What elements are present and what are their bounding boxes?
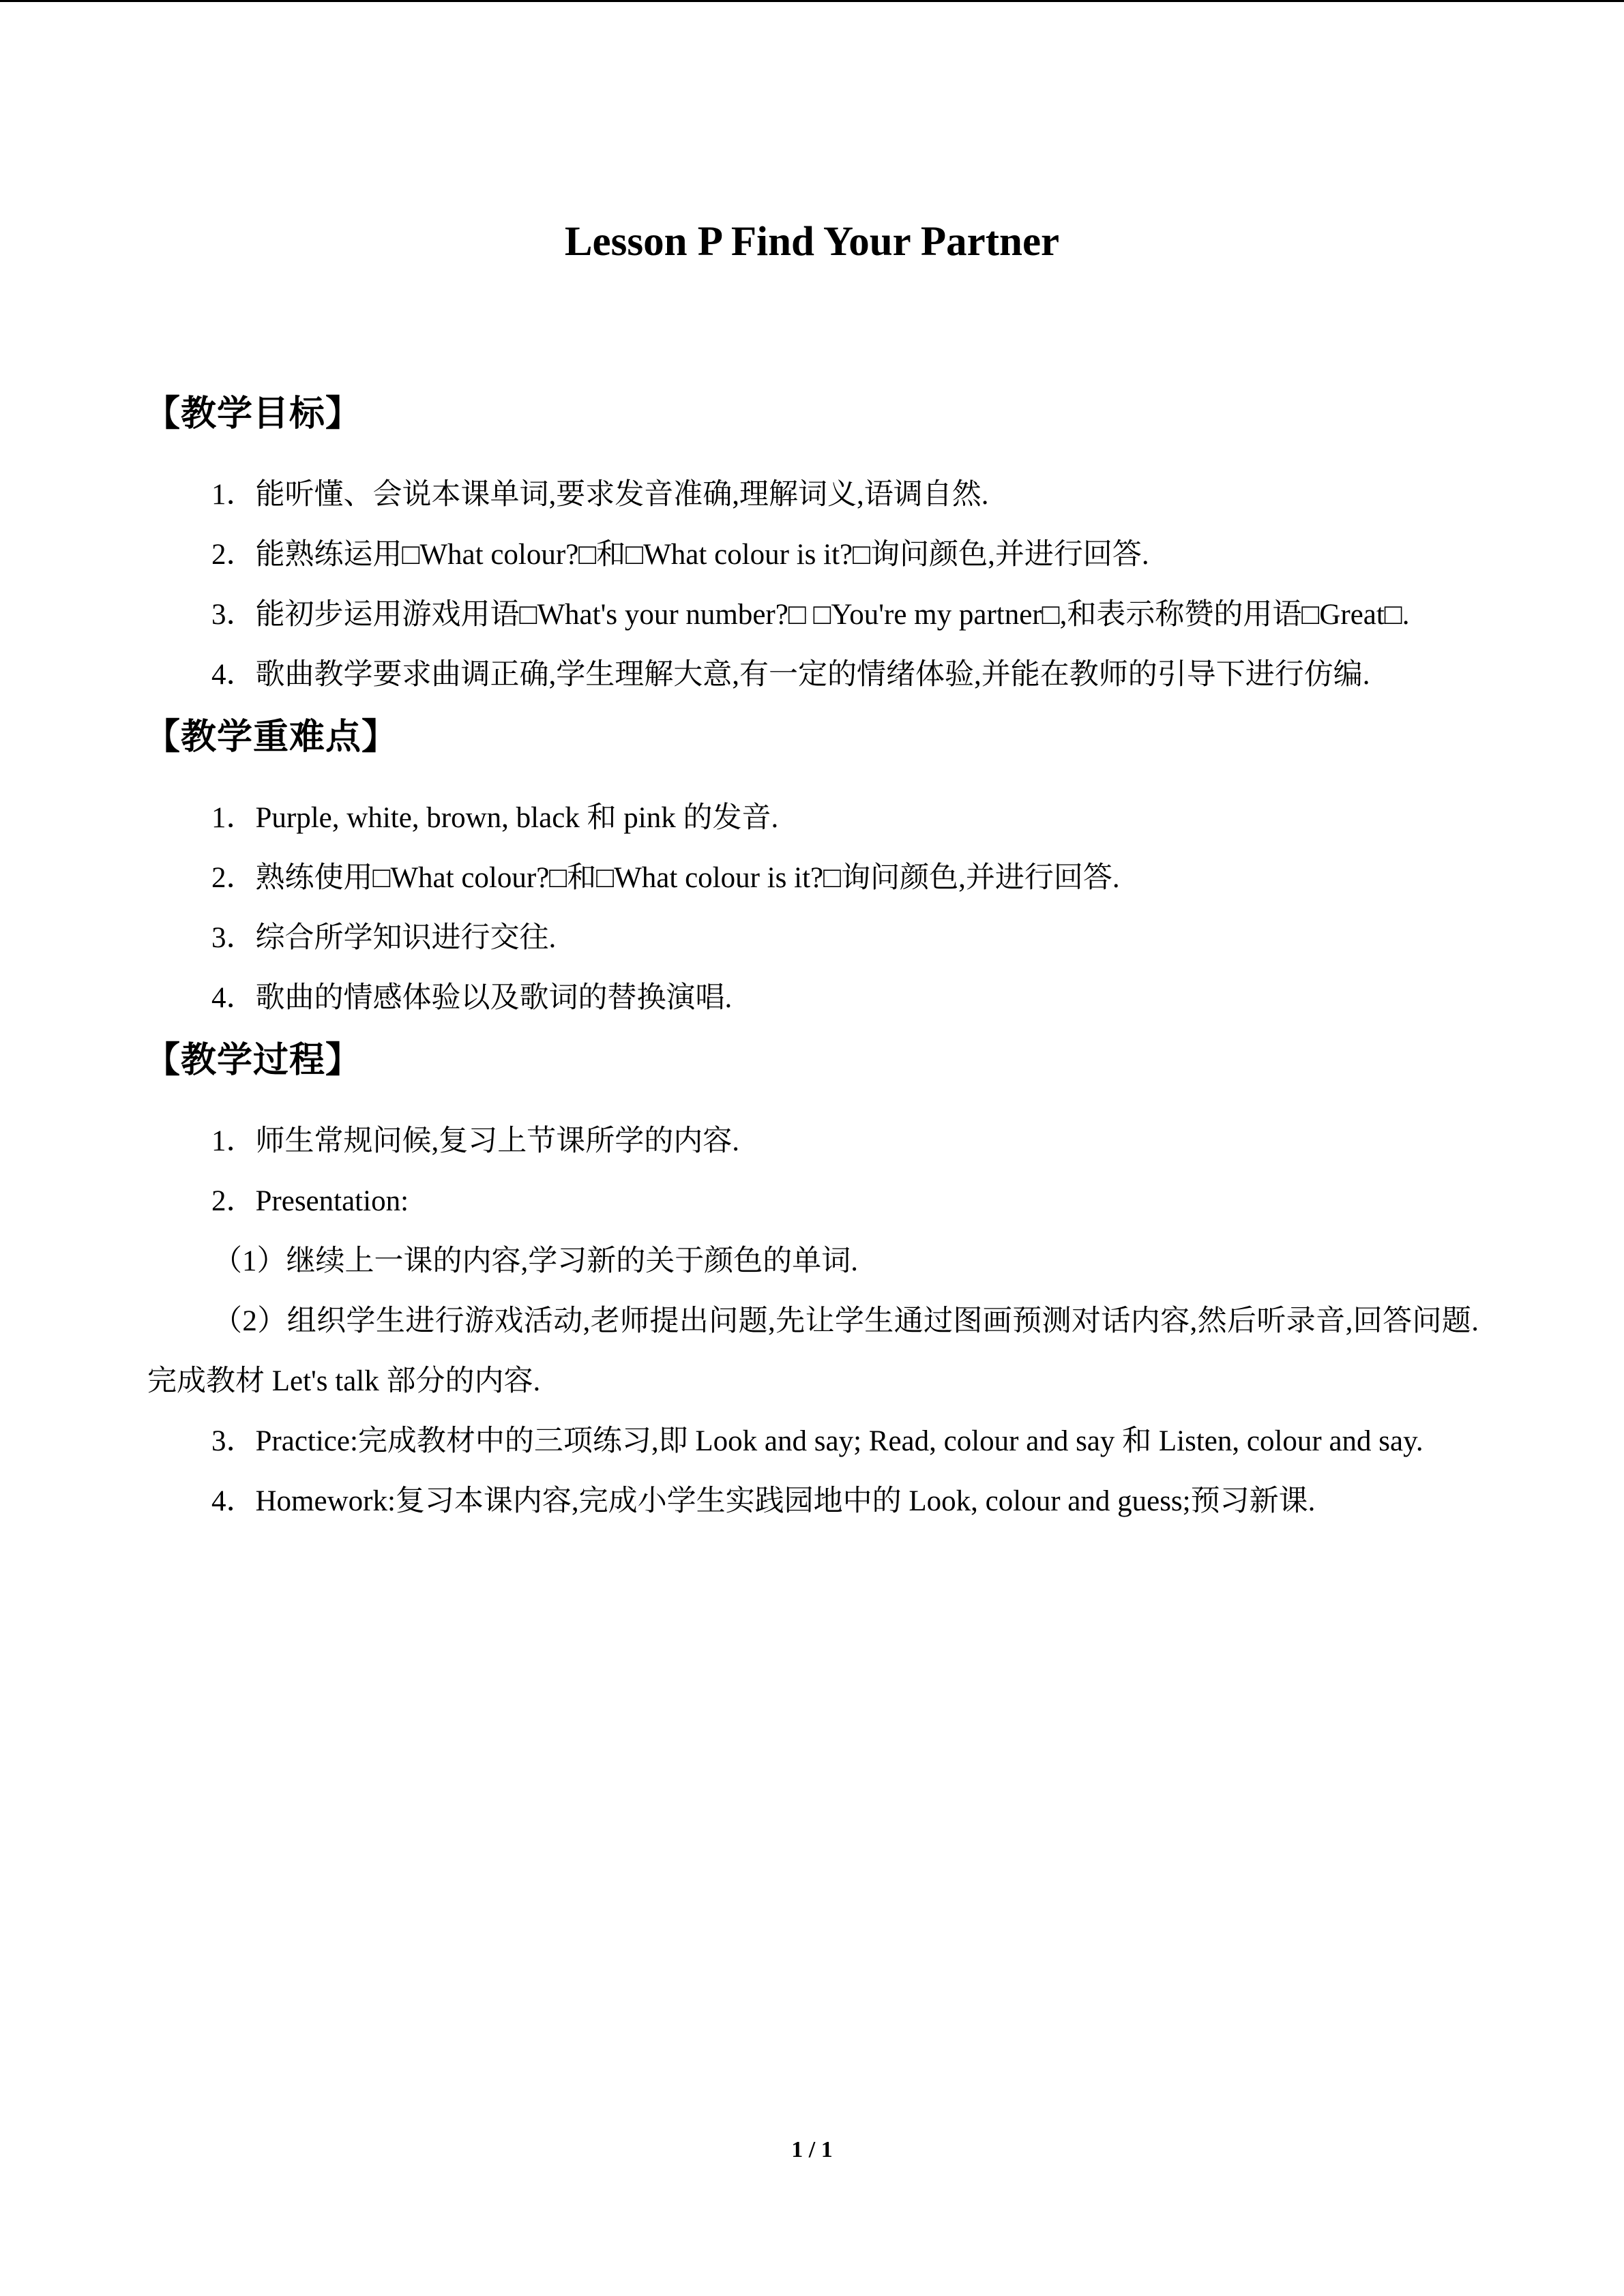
process-item-4: 4．Homework:复习本课内容,完成小学生实践园地中的 Look, colour and guess;预习新课. — [211, 1485, 1316, 1517]
key-point-item-2: 2．熟练使用□What colour?□和□What colour is it?□询问颜色,并进行回答. — [211, 862, 1120, 894]
top-border — [0, 0, 1624, 2]
heading-spacer — [147, 446, 1479, 465]
objective-item-2: 2．能熟练运用□What colour?□和□What colour is it?□询问颜色,并进行回答. — [211, 539, 1149, 571]
key-point-item-4: 4．歌曲的情感体验以及歌词的替换演唱. — [211, 982, 733, 1014]
heading-spacer — [147, 1092, 1479, 1112]
process-subitem-1: （1）继续上一课的内容,学习新的关于颜色的单词. — [213, 1245, 858, 1277]
section-heading-objectives: 【教学目标】 — [145, 393, 362, 434]
process-subitem-2: （2）组织学生进行游戏活动,老师提出问题,先让学生通过图画预测对话内容,然后听录音,回答问题.完成教材 Let's talk 部分的内容. — [147, 1305, 1479, 1397]
heading-spacer — [147, 769, 1479, 788]
key-point-item-3: 3．综合所学知识进行交往. — [211, 922, 557, 954]
page-number: 1 / 1 — [791, 2137, 833, 2162]
section-heading-process: 【教学过程】 — [145, 1040, 362, 1081]
document-title: Lesson P Find Your Partner — [564, 219, 1060, 265]
key-point-item-1: 1．Purple, white, brown, black 和 pink 的发音. — [211, 802, 779, 834]
process-item-3: 3．Practice:完成教材中的三项练习,即 Look and say; Read, colour and say 和 Listen, colour and say. — [211, 1425, 1423, 1457]
section-key-points — [147, 705, 1479, 1028]
objective-item-3: 3．能初步运用游戏用语□What's your number?□ □You're my partner□,和表示称赞的用语□Great□. — [211, 599, 1410, 631]
document-body — [147, 382, 1479, 1532]
objective-item-4: 4．歌曲教学要求曲调正确,学生理解大意,有一定的情绪体验,并能在教师的引导下进行仿编. — [211, 659, 1370, 691]
process-item-2: 2．Presentation: — [211, 1185, 409, 1217]
process-item-1: 1．师生常规问候,复习上节课所学的内容. — [211, 1125, 739, 1157]
section-process — [147, 1028, 1479, 1532]
section-heading-key-points: 【教学重难点】 — [145, 717, 398, 758]
section-objectives — [147, 382, 1479, 705]
objective-item-1: 1．能听懂、会说本课单词,要求发音准确,理解词义,语调自然. — [211, 479, 989, 511]
